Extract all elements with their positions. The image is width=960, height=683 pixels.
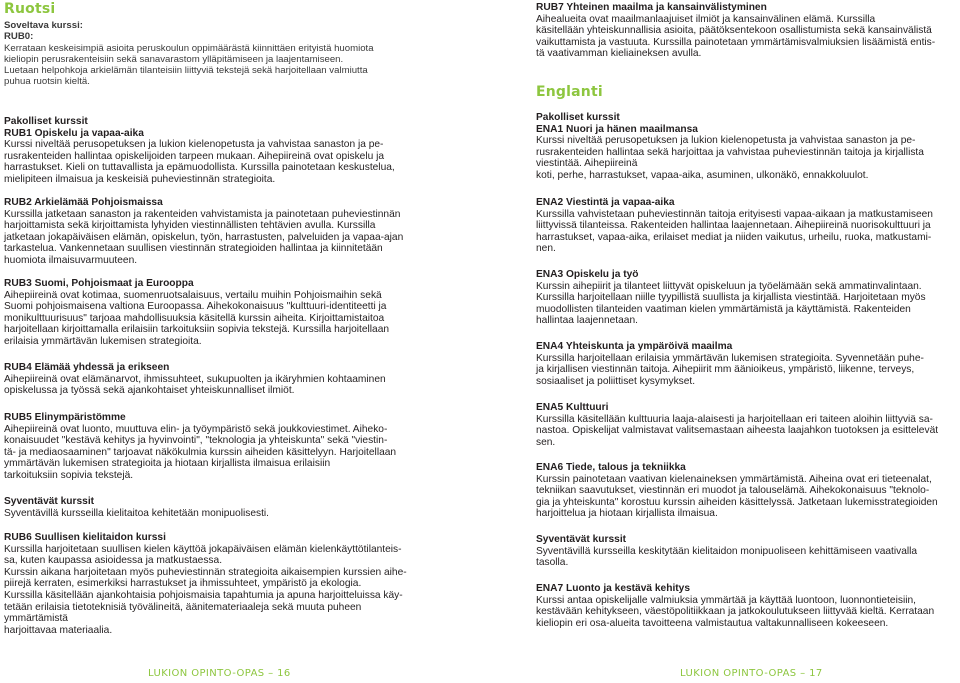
text-line: Aihepiireinä ovat kotimaa, suomenruotsalaisuus, vertailu muihin Pohjoismaihin sekä [4, 289, 382, 301]
text-line: Syventävillä kursseilla kielitaitoa kehitetään monipuolisesti. [4, 507, 270, 519]
section-title: Syventävät kurssit [536, 534, 627, 545]
section-title: RUB7 Yhteinen maailma ja kansainvälistyminen [536, 2, 767, 13]
text-line: ja kirjallisen viestinnän taitoja. Aihepiirit mm äänioikeus, ympäristö, liikenne, terveys, [536, 364, 915, 376]
text-line: opiskelussa ja työssä sekä ajankohtaiset yhteiskunnalliset ilmiöt. [4, 385, 295, 397]
text-line: harjoitellaan kirjoittamalla erilaisiin tarkoituksiin sopivia tekstejä. Kurssilla harjoitellaan [4, 324, 390, 336]
section-syventavat-ruotsi [4, 496, 269, 519]
text-line: Kurssilla harjoitellaan erilaisia ymmärtävän lukemisen strategioita. Syvennetään puhe- [536, 352, 924, 364]
section-syventavat-englanti [536, 534, 917, 569]
section-rub4 [4, 362, 386, 397]
text-line: Syventävillä kursseilla keskitytään kielitaidon monipuoliseen kehittämiseen vaativalla [536, 545, 918, 557]
section-title: RUB5 Elinympäristömme [4, 412, 126, 423]
text-line: rusrakenteiden hallintaa sekä harjoittaa ja vahvistaa puheviestinnän taitoja ja kirjallista [536, 146, 924, 158]
text-line: tetään erilaisia tietoteknisiä työvälineitä, äänitemateriaaleja sekä muuta puheen ymmärtämistä [4, 601, 362, 625]
text-line: viestintää. Aihepiireinä [536, 158, 638, 170]
text-line: mielipiteen ilmaisua ja keskeisiä puheviestinnän strategioita. [4, 173, 276, 185]
text-line: Kurssi niveltää perusopetuksen ja lukion kielenopetusta ja vahvistaa sanaston ja pe- [536, 135, 916, 147]
text-line: tasolla. [536, 557, 569, 569]
section-subtitle: RUB1 Opiskelu ja vapaa-aika [4, 127, 144, 139]
text-line: Aihepiireinä ovat elämänarvot, ihmissuhteet, sukupuolten ja ikäryhmien kohtaaminen [4, 373, 386, 385]
section-rub2 [4, 197, 403, 267]
section-title: ENA3 Opiskelu ja työ [536, 269, 639, 280]
page-footer-right: LUKION OPINTO-OPAS – 17 [680, 668, 823, 679]
text-line: tarkoituksiin sopivia tekstejä. [4, 469, 134, 481]
text-line: Kurssilla vahvistetaan puheviestinnän taitoja erityisesti vapaa-aikaan ja matkustamiseen [536, 208, 933, 220]
text-line: jatketaan jokapäiväisen elämän, opiskelun, työn, harrastusten, palveluiden ja vapaa-ajan [4, 231, 404, 243]
text-line: huomiota ilmaisuvarmuuteen. [4, 254, 138, 266]
text-line: nastoa. Opiskelijat valmistavat valitsemastaan aiheesta laajahkon tuotoksen ja esittelevät [536, 425, 939, 437]
section-rub0 [4, 20, 374, 88]
section-title: ENA5 Kulttuuri [536, 402, 609, 413]
text-line: harjoittamista sekä kirjoittamista lyhyiden viestinnällisten tehtävien avulla. Kurssilla [4, 220, 376, 232]
text-line: konaisuudet "kestävä kehitys ja hyvinvointi", "teknologia ja yhteiskunta" sekä "viestin- [4, 435, 388, 447]
text-line: Kurssilla käsitellään kulttuuria laaja-alaisesti ja harjoitellaan eri taiteen aloihin liittyviä sa- [536, 413, 933, 425]
section-title: ENA6 Tiede, talous ja tekniikka [536, 462, 686, 473]
text-line: vaikuttamista ja vastuuta. Kurssilla painotetaan ymmärtämisvalmiuksien lisäämistä entis- [536, 36, 936, 48]
section-rub3 [4, 278, 389, 348]
text-line: puhua ruotsin kieltä. [4, 76, 90, 88]
text-line: kestävään kehitykseen, väestöpolitiikkaan ja jatkokoulutukseen liittyvää kieltä. Kerrataan [536, 606, 935, 618]
text-line: Kurssin painotetaan vaativan kielenaineksen ymmärtämistä. Aiheina ovat eri tieteenalat, [536, 473, 932, 485]
section-ena5 [536, 402, 938, 448]
section-title: Pakolliset kurssit [4, 116, 88, 127]
section-rub1 [4, 116, 395, 186]
section-ena1 [536, 112, 924, 182]
text-line: hallintaa laajennetaan. [536, 315, 638, 327]
section-title: Pakolliset kurssit [536, 112, 620, 123]
text-line: Kurssilla harjoitetaan suullisen kielen käyttöä jokapäiväisen elämän kielenkäyttötilanteis- [4, 543, 402, 555]
text-line: Aihealueita ovat maailmanlaajuiset ilmiöt ja kansainvälinen elämä. Kurssilla [536, 13, 876, 25]
section-code: RUB0: [4, 31, 34, 43]
text-line: harjoittavaa materiaalia. [4, 624, 113, 636]
text-line: gia ja yhteiskunta" korostuu kurssin aiheiden käsittelyssä. Jatketaan lukemisstrategioiden [536, 496, 938, 508]
text-line: muodollisten tilanteiden vaatiman kielen ymmärtämistä ja käyttämistä. Rakenteiden [536, 303, 911, 315]
text-line: harjoittelua ja hiotaan kirjallista ilmaisua. [536, 508, 718, 520]
section-rub6 [4, 532, 424, 636]
heading-ruotsi: Ruotsi [4, 1, 56, 17]
section-subtitle: ENA1 Nuori ja hänen maailmansa [536, 123, 698, 135]
text-line: sen. [536, 436, 556, 448]
section-title: Syventävät kurssit [4, 496, 95, 507]
text-line: nen. [536, 243, 556, 255]
text-line: Kurssilla harjoitellaan niille tyypillistä suullista ja kirjallista viestintää. Harjoitetaan myös [536, 292, 926, 304]
section-title: RUB2 Arkielämää Pohjoismaissa [4, 197, 163, 208]
text-line: Kurssi antaa opiskelijalle valmiuksia ymmärtää ja käyttää luontoon, luonnontieteisiin, [536, 594, 916, 606]
section-ena6 [536, 462, 938, 520]
text-line: liittyvissä tilanteissa. Rakenteiden hallintaa laajennetaan. Aihepiireinä nuorisokulttuuri ja [536, 220, 931, 232]
text-line: Aihepiireinä ovat luonto, muuttuva elin- ja työympäristö sekä joukkoviestimet. Aiheko- [4, 423, 388, 435]
text-line: käsitellään yhteiskunnallisia asioita, päätöksentekoon osallistumista sekä kansainvälistä [536, 25, 932, 37]
text-line: kieliopin perusrakenteisiin sekä sanavarastom ylläpitämiseen ja laajentamiseen. [4, 53, 344, 65]
section-title: ENA4 Yhteiskunta ja ympäröivä maailma [536, 341, 733, 352]
heading-englanti: Englanti [536, 84, 603, 100]
section-title: RUB3 Suomi, Pohjoismaat ja Eurooppa [4, 278, 194, 289]
text-line: monikulttuurisuus" tarjoaa mahdollisuuksia käsitellä kurssin aiheita. Kirjoittamistaitoa [4, 312, 385, 324]
section-ena4 [536, 341, 924, 387]
section-title: RUB6 Suullisen kielitaidon kurssi [4, 532, 166, 543]
section-rub5 [4, 412, 396, 482]
text-line: tä vaativamman kieliaineksen avulla. [536, 48, 702, 60]
section-ena2 [536, 197, 933, 255]
text-line: ymmärtävän lukemisen strategioita ja hiotaan kirjallista ilmaisua erilaisiin [4, 458, 331, 470]
section-ena7 [536, 583, 934, 629]
text-line: rusrakenteiden hallintaa opiskelijoiden tarpeen mukaan. Aihepiireinä ovat opiskelu ja [4, 150, 385, 162]
section-title: Soveltava kurssi: [4, 20, 83, 31]
section-title: ENA2 Viestintä ja vapaa-aika [536, 197, 675, 208]
text-line: Kurssilla jatketaan sanaston ja rakenteiden vahvistamista ja painotetaan puheviestinnän [4, 208, 401, 220]
section-ena3 [536, 269, 926, 327]
text-line: sosiaaliset ja poliittiset kysymykset. [536, 375, 696, 387]
text-line: tarkastelua. Vankennetaan suullisen viestinnän strategioiden hallintaa ja kiinnitetään [4, 243, 383, 255]
text-line: kieliopin eri osa-alueita tavoitteena valmistautua valtakunnalliseen kokeeseen. [536, 617, 889, 629]
text-line: harrastukset, vapaa-aika, erilaiset mediat ja niiden vaikutus, urheilu, ruoka, matkustami- [536, 231, 932, 243]
text-line: koti, perhe, harrastukset, vapaa-aika, asuminen, ulkonäkö, ennakkoluulot. [536, 169, 869, 181]
section-rub7 [536, 2, 935, 60]
section-title: RUB4 Elämää yhdessä ja erikseen [4, 362, 170, 373]
section-title: ENA7 Luonto ja kestävä kehitys [536, 583, 690, 594]
text-line: Kerrataan keskeisimpiä asioita peruskoulun oppimäärästä kiinnittäen erityistä huomiota [4, 42, 374, 54]
text-line: Kurssin aihepiirit ja tilanteet liittyvät opiskeluun ja työelämään sekä ammatinvalintaan. [536, 280, 922, 292]
page-footer-left: LUKION OPINTO-OPAS – 16 [148, 668, 291, 679]
text-line: sa, kuten kaupassa asioidessa ja matkustaessa. [4, 555, 223, 567]
text-line: erilaisia ymmärtävän lukemisen strategioita. [4, 335, 202, 347]
text-line: tä- ja mediaosaaminen" tarjoavat näkökulmia kurssin aiheiden käsittelyyn. Harjoitellaan [4, 446, 397, 458]
text-line: Luetaan helpohkoja arkielämän tilanteisiin liittyviä tekstejä sekä harjoitellaan valmiutta [4, 65, 368, 77]
text-line: Suomi pohjoismaisena valtiona Euroopassa. Aihekokonaisuus "kulttuuri-identiteetti ja [4, 301, 387, 313]
text-line: tekniikan saavutukset, viestinnän eri muodot ja talouselämä. Aihekokonaisuus "teknolo- [536, 485, 930, 497]
text-line: Kurssilla käsitellään ajankohtaisia pohjoismaisia tapahtumia ja apuna harjoitteluissa käy- [4, 589, 403, 601]
text-line: piirejä kerraten, esimerkiksi harrastukset ja ihmissuhteet, ympäristö ja ekologia. [4, 578, 362, 590]
text-line: harrastukset. Kieli on tuttavallista ja epämuodollista. Kurssilla painotetaan keskustelua, [4, 162, 395, 174]
text-line: Kurssin aikana harjoitetaan myös puheviestinnän strategioita aikaisempien kurssien aihe- [4, 566, 407, 578]
text-line: Kurssi niveltää perusopetuksen ja lukion kielenopetusta ja vahvistaa sanaston ja pe- [4, 139, 384, 151]
